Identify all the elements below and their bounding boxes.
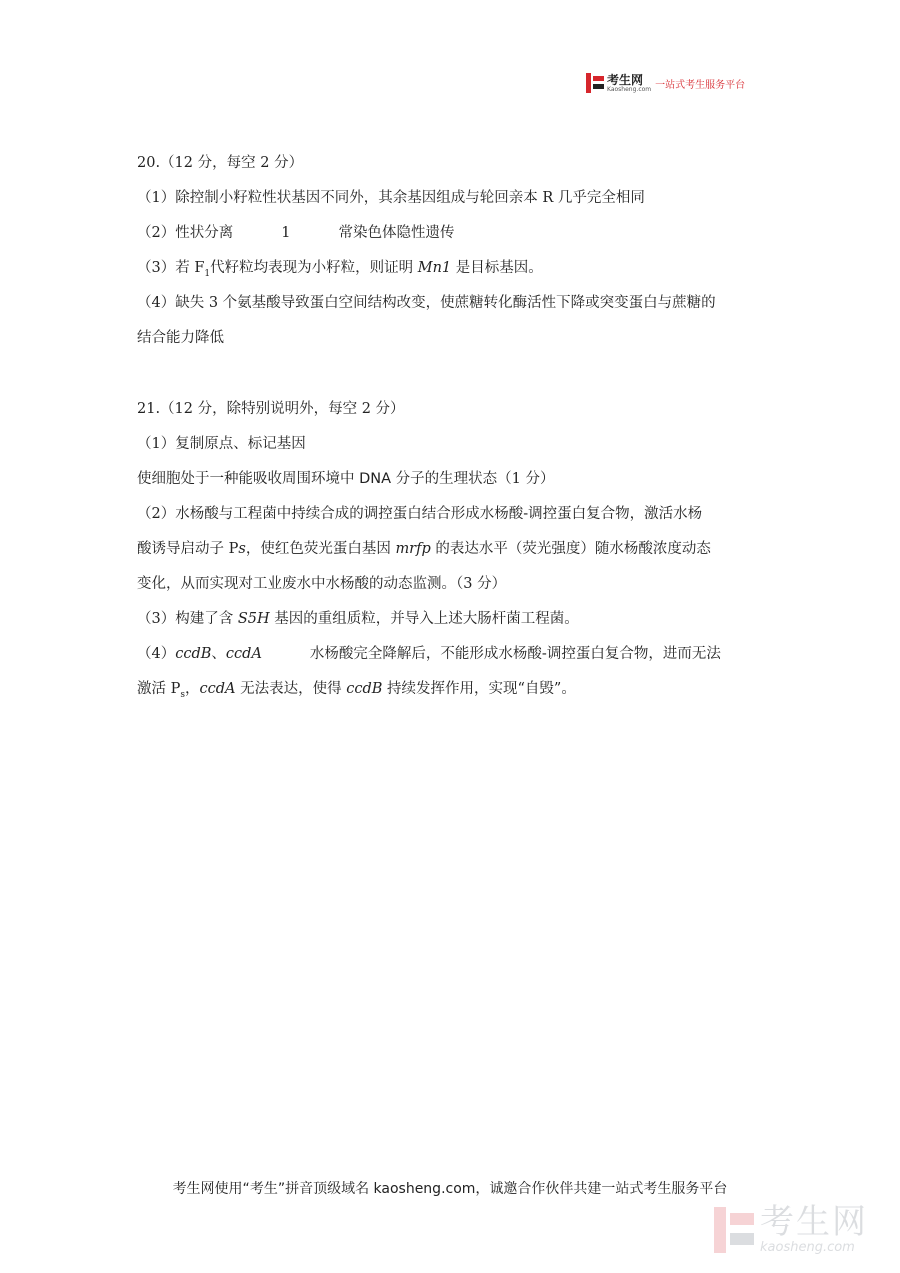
- logo-icon: [586, 73, 604, 93]
- q20-a3-pre: （3）若 F: [137, 260, 205, 276]
- watermark: [714, 1202, 868, 1255]
- q21-answer-2-line-1: （2）水杨酸与工程菌中持续合成的调控蛋白结合形成水杨酸-调控蛋白复合物，激活水杨: [137, 506, 703, 522]
- q21-answer-4-line-1: [137, 637, 777, 672]
- logo-text: [607, 74, 651, 93]
- q21-a4-l2-pre: 激活 P: [137, 681, 181, 697]
- q21-a4-l2-c1: ，: [185, 681, 200, 697]
- q21-a2-mid: ，使红色荧光蛋白基因: [245, 541, 396, 557]
- watermark-name: 考生网: [760, 1202, 868, 1242]
- q20-answer-4-line-2: 结合能力降低: [137, 330, 224, 346]
- header-logo: [586, 72, 745, 94]
- q21-a4-l2-post: 持续发挥作用，实现“自毁”。: [382, 681, 576, 697]
- q20-title: 20.（12 分，每空 2 分）: [137, 155, 304, 171]
- q20-answer-4-line-1: （4）缺失 3 个氨基酸导致蛋白空间结构改变，使蔗糖转化酶活性下降或突变蛋白与蔗糖的: [137, 295, 716, 311]
- answer-content: [137, 146, 777, 707]
- q21-answer-2-line-3: 变化，从而实现对工业废水中水杨酸的动态监测。（3 分）: [137, 576, 507, 592]
- q21-a2-post: 的表达水平（荧光强度）随水杨酸浓度动态: [430, 541, 711, 557]
- q21-answer-3: [137, 602, 777, 637]
- q21-a4-l2-mid: 无法表达，使得: [235, 681, 347, 697]
- q20-answer-1: （1）除控制小籽粒性状基因不同外，其余基因组成与轮回亲本 R 几乎完全相同: [137, 190, 645, 206]
- q20-answer-2: [137, 216, 777, 251]
- q20-a3-gene: Mn1: [417, 260, 452, 276]
- q20-a3-mid: 代籽粒均表现为小籽粒，则证明: [210, 260, 418, 276]
- q21-a3-gene: S5H: [237, 611, 270, 627]
- q21-a4-sep: 、: [211, 646, 226, 662]
- q21-a4-g2: ccdA: [225, 646, 262, 662]
- q21-a4-pre: （4）: [137, 646, 176, 662]
- q20-a2-num: 1: [281, 225, 291, 241]
- footer-text: 考生网使用“考生”拼音顶级域名 kaosheng.com，诚邀合作伙伴共建一站式考生服务平台: [172, 1181, 728, 1197]
- q21-title: 21.（12 分，除特别说明外，每空 2 分）: [137, 401, 405, 417]
- q21-a2-s: s: [238, 541, 246, 557]
- q21-answer-4-line-2: [137, 672, 777, 707]
- q21-a4-l2-g2: ccdB: [346, 681, 383, 697]
- q20-a2-prefix: （2）性状分离: [137, 225, 234, 241]
- q21-a2-pre: 酸诱导启动子 P: [137, 541, 239, 557]
- q21-a4-rest: 水杨酸完全降解后，不能形成水杨酸-调控蛋白复合物，进而无法: [309, 646, 721, 662]
- q21-answer-2-line-2: [137, 532, 777, 567]
- q21-answer-1-line-2: [137, 462, 777, 497]
- watermark-text: [760, 1202, 868, 1255]
- q21-a3-post: 基因的重组质粒，并导入上述大肠杆菌工程菌。: [269, 611, 579, 627]
- q21-a1-dna: DNA: [359, 471, 392, 487]
- q21-a4-l2-s: s: [180, 690, 185, 700]
- logo-name: 考生网: [607, 72, 644, 87]
- q20-a2-rest: 常染色体隐性遗传: [338, 225, 455, 241]
- q21-answer-1-line-1: （1）复制原点、标记基因: [137, 436, 306, 452]
- header-slogan: 一站式考生服务平台: [655, 79, 746, 91]
- q20-a3-sub: 1: [204, 269, 211, 279]
- q21-a3-pre: （3）构建了含: [137, 611, 238, 627]
- q20-answer-3: [137, 251, 777, 286]
- watermark-logo-icon: [714, 1207, 754, 1253]
- watermark-url: kaosheng.com: [760, 1240, 855, 1255]
- q21-a1-post: 分子的生理状态（1 分）: [391, 471, 555, 487]
- q20-a3-post: 是目标基因。: [451, 260, 543, 276]
- q21-a4-l2-g1: ccdA: [199, 681, 236, 697]
- q21-a4-g1: ccdB: [175, 646, 212, 662]
- q21-a2-gene: mrfp: [395, 541, 431, 557]
- logo-url: Kaosheng.com: [607, 85, 652, 93]
- q21-a1-pre: 使细胞处于一种能吸收周围环境中: [137, 471, 360, 487]
